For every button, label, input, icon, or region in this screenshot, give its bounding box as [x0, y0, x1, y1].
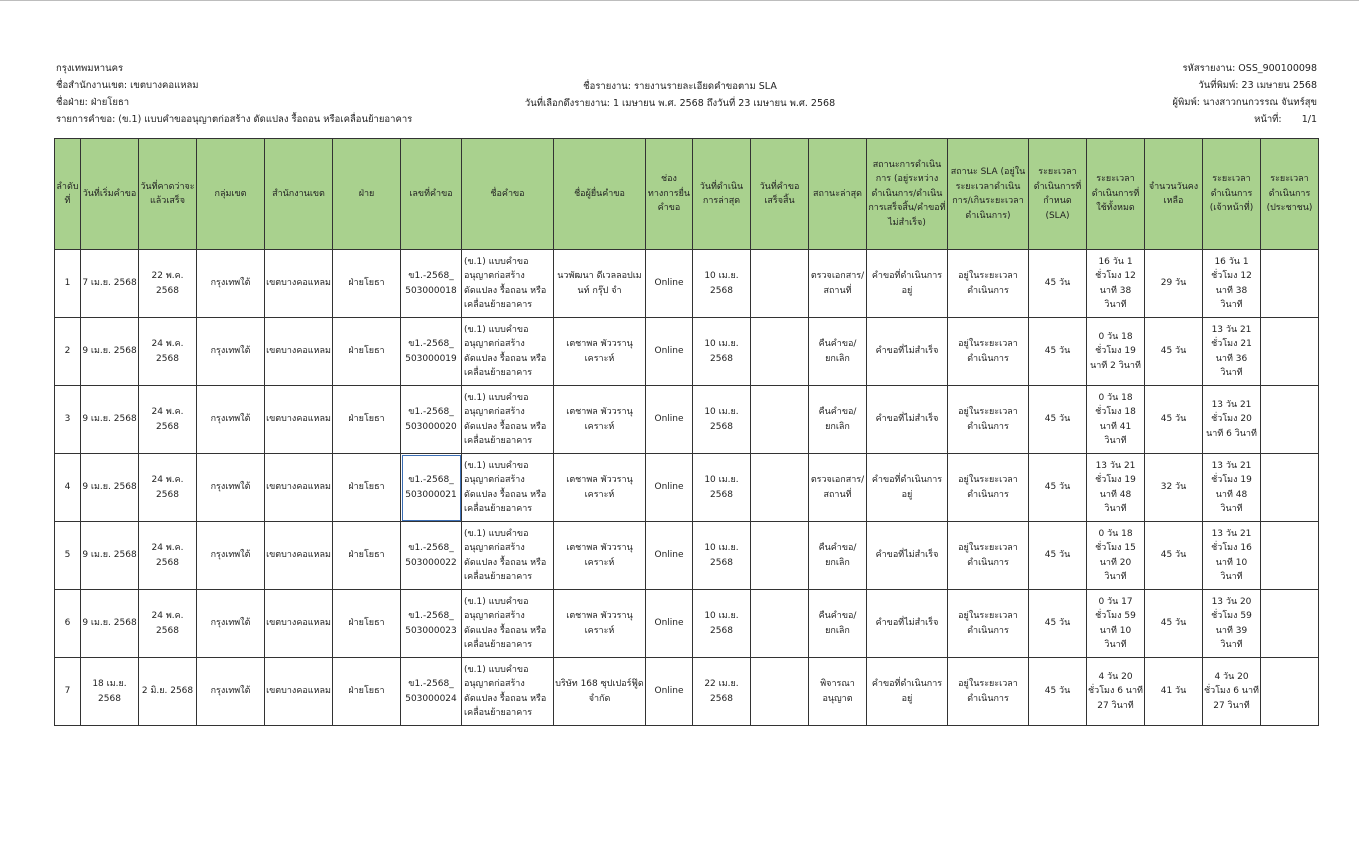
applicant-name-cell[interactable]: เตชาพล พัววรานุเคราะห์: [554, 590, 646, 658]
remaining-days-cell[interactable]: 45 วัน: [1145, 386, 1203, 454]
request-name-cell[interactable]: (ข.1) แบบคำขออนุญาตก่อสร้าง ดัดแปลง รื้อถอน หรือเคลื่อนย้ายอาคาร: [462, 522, 554, 590]
officer-time-cell[interactable]: 13 วัน 20 ชั่วโมง 59 นาที 39 วินาที: [1203, 590, 1261, 658]
officer-time-cell[interactable]: 13 วัน 21 ชั่วโมง 21 นาที 36 วินาที: [1203, 318, 1261, 386]
latest-status-cell[interactable]: คืนคำขอ/ยกเลิก: [809, 590, 867, 658]
table-row[interactable]: [55, 318, 1319, 386]
public-time-cell[interactable]: [1261, 590, 1319, 658]
request-name-cell[interactable]: (ข.1) แบบคำขออนุญาตก่อสร้าง ดัดแปลง รื้อถอน หรือเคลื่อนย้ายอาคาร: [462, 658, 554, 726]
org-name: กรุงเทพมหานคร: [56, 63, 124, 74]
sla-status-cell[interactable]: อยู่ในระยะเวลาดำเนินการ: [948, 386, 1029, 454]
printer-name: ผู้พิมพ์: นางสาวกนกวรรณ จันทร์สุข: [1172, 97, 1317, 108]
start-date-cell[interactable]: 9 เม.ย. 2568: [81, 522, 139, 590]
report-date-range: วันที่เลือกดึงรายงาน: 1 เมษายน พ.ศ. 2568 ถึงวันที่ 23 เมษายน พ.ศ. 2568: [524, 98, 836, 109]
table-body: [55, 250, 1319, 726]
column-header[interactable]: ระยะเวลาดำเนินการที่ใช้ทั้งหมด: [1087, 139, 1145, 250]
page-label: หน้าที่:: [1254, 114, 1282, 125]
district-group-cell[interactable]: กรุงเทพใต้: [197, 590, 265, 658]
start-date-cell[interactable]: 9 เม.ย. 2568: [81, 454, 139, 522]
remaining-days-cell[interactable]: 29 วัน: [1145, 250, 1203, 318]
completion-date-cell[interactable]: [751, 454, 809, 522]
division-cell[interactable]: ฝ่ายโยธา: [333, 658, 401, 726]
request-number-cell[interactable]: ข1.-2568_ 503000021: [401, 454, 462, 522]
sla-status-cell[interactable]: อยู่ในระยะเวลาดำเนินการ: [948, 318, 1029, 386]
division-cell[interactable]: ฝ่ายโยธา: [333, 454, 401, 522]
completion-date-cell[interactable]: [751, 590, 809, 658]
completion-date-cell[interactable]: [751, 522, 809, 590]
table-row[interactable]: [55, 250, 1319, 318]
total-time-used-cell[interactable]: 0 วัน 18 ชั่วโมง 18 นาที 41 วินาที: [1087, 386, 1145, 454]
district-office-cell[interactable]: เขตบางคอแหลม: [265, 522, 333, 590]
process-status-cell[interactable]: คำขอที่ดำเนินการอยู่: [867, 250, 948, 318]
request-name-cell[interactable]: (ข.1) แบบคำขออนุญาตก่อสร้าง ดัดแปลง รื้อถอน หรือเคลื่อนย้ายอาคาร: [462, 454, 554, 522]
district-office-cell[interactable]: เขตบางคอแหลม: [265, 658, 333, 726]
submission-channel-cell[interactable]: Online: [646, 590, 693, 658]
page-value: 1/1: [1301, 114, 1317, 125]
total-time-used-cell[interactable]: 0 วัน 18 ชั่วโมง 15 นาที 20 วินาที: [1087, 522, 1145, 590]
sla-duration-cell[interactable]: 45 วัน: [1029, 522, 1087, 590]
public-time-cell[interactable]: [1261, 386, 1319, 454]
request-number-cell[interactable]: ข1.-2568_ 503000020: [401, 386, 462, 454]
latest-status-cell[interactable]: คืนคำขอ/ยกเลิก: [809, 318, 867, 386]
request-name-cell[interactable]: (ข.1) แบบคำขออนุญาตก่อสร้าง ดัดแปลง รื้อถอน หรือเคลื่อนย้ายอาคาร: [462, 590, 554, 658]
table-row[interactable]: [55, 590, 1319, 658]
public-time-cell[interactable]: [1261, 318, 1319, 386]
applicant-name-cell[interactable]: เตชาพล พัววรานุเคราะห์: [554, 318, 646, 386]
column-header[interactable]: จำนวนวันคงเหลือ: [1145, 139, 1203, 250]
report-code: รหัสรายงาน: OSS_900100098: [1182, 63, 1317, 74]
process-status-cell[interactable]: คำขอที่ไม่สำเร็จ: [867, 522, 948, 590]
latest-status-cell[interactable]: ตรวจเอกสาร/สถานที่: [809, 454, 867, 522]
latest-status-cell[interactable]: พิจารณาอนุญาต: [809, 658, 867, 726]
district-group-cell[interactable]: กรุงเทพใต้: [197, 386, 265, 454]
latest-status-cell[interactable]: คืนคำขอ/ยกเลิก: [809, 386, 867, 454]
report-header-left: [56, 62, 412, 130]
district-office-cell[interactable]: เขตบางคอแหลม: [265, 250, 333, 318]
column-header[interactable]: ชื่อคำขอ: [462, 139, 554, 250]
start-date-cell[interactable]: 9 เม.ย. 2568: [81, 590, 139, 658]
last-action-date-cell[interactable]: 10 เม.ย. 2568: [693, 318, 751, 386]
table-row[interactable]: [55, 522, 1319, 590]
request-number-cell[interactable]: ข1.-2568_ 503000018: [401, 250, 462, 318]
column-header[interactable]: สำนักงานเขต: [265, 139, 333, 250]
process-status-cell[interactable]: คำขอที่ไม่สำเร็จ: [867, 386, 948, 454]
officer-time-cell[interactable]: 13 วัน 21 ชั่วโมง 20 นาที 6 วินาที: [1203, 386, 1261, 454]
sla-report-table: [54, 138, 1319, 726]
district-office-cell[interactable]: เขตบางคอแหลม: [265, 590, 333, 658]
public-time-cell[interactable]: [1261, 250, 1319, 318]
expected-finish-date-cell[interactable]: 2 มิ.ย. 2568: [139, 658, 197, 726]
column-header[interactable]: วันที่เริ่มคำขอ: [81, 139, 139, 250]
total-time-used-cell[interactable]: 13 วัน 21 ชั่วโมง 19 นาที 48 วินาที: [1087, 454, 1145, 522]
column-header[interactable]: ระยะเวลาดำเนินการ (ประชาชน): [1261, 139, 1319, 250]
expected-finish-date-cell[interactable]: 24 พ.ค. 2568: [139, 318, 197, 386]
sla-duration-cell[interactable]: 45 วัน: [1029, 386, 1087, 454]
start-date-cell[interactable]: 7 เม.ย. 2568: [81, 250, 139, 318]
latest-status-cell[interactable]: ตรวจเอกสาร/สถานที่: [809, 250, 867, 318]
start-date-cell[interactable]: 9 เม.ย. 2568: [81, 386, 139, 454]
last-action-date-cell[interactable]: 22 เม.ย. 2568: [693, 658, 751, 726]
process-status-cell[interactable]: คำขอที่ไม่สำเร็จ: [867, 590, 948, 658]
total-time-used-cell[interactable]: 0 วัน 17 ชั่วโมง 59 นาที 10 วินาที: [1087, 590, 1145, 658]
row-number-cell[interactable]: 1: [55, 250, 81, 318]
expected-finish-date-cell[interactable]: 24 พ.ค. 2568: [139, 454, 197, 522]
top-divider: [0, 0, 1359, 1]
completion-date-cell[interactable]: [751, 250, 809, 318]
report-header-center: [380, 80, 980, 114]
total-time-used-cell[interactable]: 16 วัน 1 ชั่วโมง 12 นาที 38 วินาที: [1087, 250, 1145, 318]
sla-status-cell[interactable]: อยู่ในระยะเวลาดำเนินการ: [948, 522, 1029, 590]
column-header[interactable]: เลขที่คำขอ: [401, 139, 462, 250]
request-number-cell[interactable]: ข1.-2568_ 503000023: [401, 590, 462, 658]
process-status-cell[interactable]: คำขอที่ไม่สำเร็จ: [867, 318, 948, 386]
division-cell[interactable]: ฝ่ายโยธา: [333, 250, 401, 318]
sla-duration-cell[interactable]: 45 วัน: [1029, 454, 1087, 522]
applicant-name-cell[interactable]: นวพัฒนา ดีเวลลอปเมนท์ กรุ๊ป จำ: [554, 250, 646, 318]
district-group-cell[interactable]: กรุงเทพใต้: [197, 250, 265, 318]
request-name-cell[interactable]: (ข.1) แบบคำขออนุญาตก่อสร้าง ดัดแปลง รื้อถอน หรือเคลื่อนย้ายอาคาร: [462, 386, 554, 454]
submission-channel-cell[interactable]: Online: [646, 250, 693, 318]
column-header[interactable]: สถานะล่าสุด: [809, 139, 867, 250]
table-header: [55, 139, 1319, 250]
district-group-cell[interactable]: กรุงเทพใต้: [197, 522, 265, 590]
submission-channel-cell[interactable]: Online: [646, 522, 693, 590]
sla-status-cell[interactable]: อยู่ในระยะเวลาดำเนินการ: [948, 658, 1029, 726]
sla-duration-cell[interactable]: 45 วัน: [1029, 250, 1087, 318]
sla-status-cell[interactable]: อยู่ในระยะเวลาดำเนินการ: [948, 250, 1029, 318]
last-action-date-cell[interactable]: 10 เม.ย. 2568: [693, 590, 751, 658]
process-status-cell[interactable]: คำขอที่ดำเนินการอยู่: [867, 454, 948, 522]
table-row[interactable]: [55, 386, 1319, 454]
request-name-cell[interactable]: (ข.1) แบบคำขออนุญาตก่อสร้าง ดัดแปลง รื้อถอน หรือเคลื่อนย้ายอาคาร: [462, 250, 554, 318]
applicant-name-cell[interactable]: เตชาพล พัววรานุเคราะห์: [554, 522, 646, 590]
start-date-cell[interactable]: 18 เม.ย. 2568: [81, 658, 139, 726]
report-header-right: [1172, 62, 1317, 130]
column-header[interactable]: ลำดับที่: [55, 139, 81, 250]
request-number-cell[interactable]: ข1.-2568_ 503000024: [401, 658, 462, 726]
row-number-cell[interactable]: 3: [55, 386, 81, 454]
public-time-cell[interactable]: [1261, 522, 1319, 590]
public-time-cell[interactable]: [1261, 658, 1319, 726]
latest-status-cell[interactable]: คืนคำขอ/ยกเลิก: [809, 522, 867, 590]
header-row: [55, 139, 1319, 250]
division-name: ชื่อฝ่าย: ฝ่ายโยธา: [56, 97, 130, 108]
report-name: ชื่อรายงาน: รายงานรายละเอียดคำขอตาม SLA: [583, 81, 777, 92]
submission-channel-cell[interactable]: Online: [646, 454, 693, 522]
division-cell[interactable]: ฝ่ายโยธา: [333, 386, 401, 454]
applicant-name-cell[interactable]: เตชาพล พัววรานุเคราะห์: [554, 454, 646, 522]
district-office-cell[interactable]: เขตบางคอแหลม: [265, 318, 333, 386]
district-group-cell[interactable]: กรุงเทพใต้: [197, 658, 265, 726]
expected-finish-date-cell[interactable]: 24 พ.ค. 2568: [139, 590, 197, 658]
total-time-used-cell[interactable]: 0 วัน 18 ชั่วโมง 19 นาที 2 วินาที: [1087, 318, 1145, 386]
request-number-cell[interactable]: ข1.-2568_ 503000022: [401, 522, 462, 590]
column-header[interactable]: ช่องทางการยื่นคำขอ: [646, 139, 693, 250]
submission-channel-cell[interactable]: Online: [646, 386, 693, 454]
request-name-cell[interactable]: (ข.1) แบบคำขออนุญาตก่อสร้าง ดัดแปลง รื้อถอน หรือเคลื่อนย้ายอาคาร: [462, 318, 554, 386]
row-number-cell[interactable]: 5: [55, 522, 81, 590]
officer-time-cell[interactable]: 4 วัน 20 ชั่วโมง 6 นาที 27 วินาที: [1203, 658, 1261, 726]
district-office-cell[interactable]: เขตบางคอแหลม: [265, 454, 333, 522]
start-date-cell[interactable]: 9 เม.ย. 2568: [81, 318, 139, 386]
completion-date-cell[interactable]: [751, 318, 809, 386]
officer-time-cell[interactable]: 13 วัน 21 ชั่วโมง 16 นาที 10 วินาที: [1203, 522, 1261, 590]
column-header[interactable]: สถานะการดำเนินการ (อยู่ระหว่างดำเนินการ/ดำเนินการเสร็จสิ้น/คำขอที่ไม่สำเร็จ): [867, 139, 948, 250]
row-number-cell[interactable]: 6: [55, 590, 81, 658]
district-group-cell[interactable]: กรุงเทพใต้: [197, 454, 265, 522]
completion-date-cell[interactable]: [751, 658, 809, 726]
expected-finish-date-cell[interactable]: 24 พ.ค. 2568: [139, 522, 197, 590]
row-number-cell[interactable]: 2: [55, 318, 81, 386]
district-group-cell[interactable]: กรุงเทพใต้: [197, 318, 265, 386]
last-action-date-cell[interactable]: 10 เม.ย. 2568: [693, 522, 751, 590]
applicant-name-cell[interactable]: เตชาพล พัววรานุเคราะห์: [554, 386, 646, 454]
division-cell[interactable]: ฝ่ายโยธา: [333, 318, 401, 386]
column-header[interactable]: วันที่คำขอเสร็จสิ้น: [751, 139, 809, 250]
completion-date-cell[interactable]: [751, 386, 809, 454]
submission-channel-cell[interactable]: Online: [646, 318, 693, 386]
request-number-cell[interactable]: ข1.-2568_ 503000019: [401, 318, 462, 386]
sla-duration-cell[interactable]: 45 วัน: [1029, 658, 1087, 726]
table-row[interactable]: [55, 454, 1319, 522]
expected-finish-date-cell[interactable]: 22 พ.ค. 2568: [139, 250, 197, 318]
column-header[interactable]: ระยะเวลาดำเนินการ (เจ้าหน้าที่): [1203, 139, 1261, 250]
officer-time-cell[interactable]: 13 วัน 21 ชั่วโมง 19 นาที 48 วินาที: [1203, 454, 1261, 522]
column-header[interactable]: ชื่อผู้ยื่นคำขอ: [554, 139, 646, 250]
last-action-date-cell[interactable]: 10 เม.ย. 2568: [693, 250, 751, 318]
column-header[interactable]: วันที่ดำเนินการล่าสุด: [693, 139, 751, 250]
public-time-cell[interactable]: [1261, 454, 1319, 522]
column-header[interactable]: ฝ่าย: [333, 139, 401, 250]
district-office: ชื่อสำนักงานเขต: เขตบางคอแหลม: [56, 80, 199, 91]
remaining-days-cell[interactable]: 32 วัน: [1145, 454, 1203, 522]
remaining-days-cell[interactable]: 45 วัน: [1145, 522, 1203, 590]
total-time-used-cell[interactable]: 4 วัน 20 ชั่วโมง 6 นาที 27 วินาที: [1087, 658, 1145, 726]
column-header[interactable]: กลุ่มเขต: [197, 139, 265, 250]
request-type: รายการคำขอ: (ข.1) แบบคำขออนุญาตก่อสร้าง ดัดแปลง รื้อถอน หรือเคลื่อนย้ายอาคาร: [56, 114, 413, 125]
remaining-days-cell[interactable]: 45 วัน: [1145, 590, 1203, 658]
applicant-name-cell[interactable]: บริษัท 168 ซุปเปอร์ฟู๊ด จำกัด: [554, 658, 646, 726]
sla-status-cell[interactable]: อยู่ในระยะเวลาดำเนินการ: [948, 454, 1029, 522]
column-header[interactable]: สถานะ SLA (อยู่ในระยะเวลาดำเนินการ/เกินระยะเวลาดำเนินการ): [948, 139, 1029, 250]
last-action-date-cell[interactable]: 10 เม.ย. 2568: [693, 454, 751, 522]
remaining-days-cell[interactable]: 45 วัน: [1145, 318, 1203, 386]
row-number-cell[interactable]: 7: [55, 658, 81, 726]
sla-duration-cell[interactable]: 45 วัน: [1029, 590, 1087, 658]
print-date: วันที่พิมพ์: 23 เมษายน 2568: [1198, 80, 1317, 91]
expected-finish-date-cell[interactable]: 24 พ.ค. 2568: [139, 386, 197, 454]
district-office-cell[interactable]: เขตบางคอแหลม: [265, 386, 333, 454]
process-status-cell[interactable]: คำขอที่ดำเนินการอยู่: [867, 658, 948, 726]
submission-channel-cell[interactable]: Online: [646, 658, 693, 726]
table-row[interactable]: [55, 658, 1319, 726]
column-header[interactable]: วันที่คาดว่าจะแล้วเสร็จ: [139, 139, 197, 250]
division-cell[interactable]: ฝ่ายโยธา: [333, 522, 401, 590]
page-indicator: [1172, 113, 1317, 130]
last-action-date-cell[interactable]: 10 เม.ย. 2568: [693, 386, 751, 454]
column-header[interactable]: ระยะเวลาดำเนินการที่กำหนด (SLA): [1029, 139, 1087, 250]
sla-duration-cell[interactable]: 45 วัน: [1029, 318, 1087, 386]
row-number-cell[interactable]: 4: [55, 454, 81, 522]
remaining-days-cell[interactable]: 41 วัน: [1145, 658, 1203, 726]
division-cell[interactable]: ฝ่ายโยธา: [333, 590, 401, 658]
officer-time-cell[interactable]: 16 วัน 1 ชั่วโมง 12 นาที 38 วินาที: [1203, 250, 1261, 318]
sla-status-cell[interactable]: อยู่ในระยะเวลาดำเนินการ: [948, 590, 1029, 658]
